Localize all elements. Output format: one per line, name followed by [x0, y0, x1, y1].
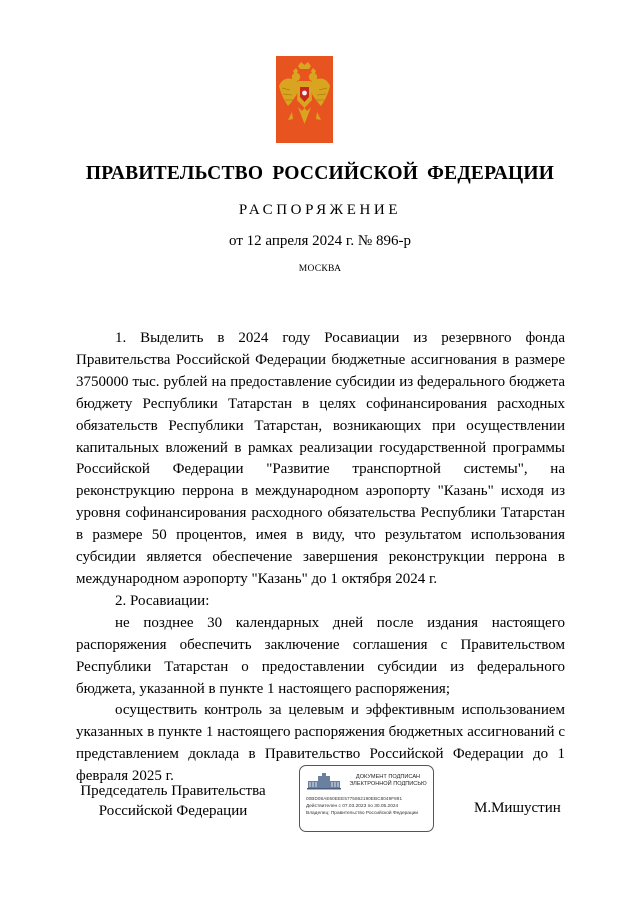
- signer-name: М.Мишустин: [474, 800, 561, 816]
- stamp-title: [344, 774, 432, 788]
- document-type: РАСПОРЯЖЕНИЕ: [238, 202, 402, 218]
- stamp-title-line2: ЭЛЕКТРОННОЙ ПОДПИСЬЮ: [349, 781, 427, 787]
- signer-position-line1: Председатель Правительства: [80, 783, 266, 799]
- stamp-title-line1: ДОКУМЕНТ ПОДПИСАН: [355, 774, 421, 780]
- stamp-validity: Действителен с 07.03.2023 по 30.05.2024: [306, 804, 399, 809]
- government-building-icon: [306, 772, 342, 790]
- stamp-certificate: 00BD08AE60EEE5775862190EBC8049F891: [306, 796, 403, 801]
- document-city: МОСКВА: [298, 264, 342, 274]
- electronic-signature-stamp: [299, 765, 434, 832]
- paragraph-4: осуществить контроль за целевым и эффективным использованием указанных в пункте 1 настоящего распоряжения бюджетных ассигнований с представлением доклада в Правительство Российской Федерации до 1 февраля 2025 г.: [76, 702, 565, 785]
- document-date-number: от 12 апреля 2024 г. № 896-р: [229, 233, 411, 249]
- paragraph-3: не позднее 30 календарных дней после издания настоящего распоряжения обеспечить заключение соглашения с Правительством Республики Татарстан о предоставлении субсидии из федерального бюджета, указанной в пункте 1 настоящего распоряжения;: [76, 614, 565, 697]
- paragraph-1: 1. Выделить в 2024 году Росавиации из резервного фонда Правительства Российской Федерации бюджетные ассигнования в размере 3750000 тыс. рублей на предоставление субсидии из федерального бюджета бюджету Республики Татарстан в целях софинансирования расходных обязательств Республики Татарстан, возникающих при осуществлении капитальных вложений в рамках реализации государственной программы Российской Федерации "Развитие транспортной системы", на реконструкцию перрона в международном аэропорту "Казань" исходя из уровня софинансирования расходного обязательства Республики Татарстан в размере 50 процентов, имея в виду, что результатом использования субсидии является обеспечение завершения реконструкции перрона в международном аэропорту "Казань" до 1 октября 2024 г.: [76, 330, 565, 587]
- signer-position-line2: Российской Федерации: [98, 803, 248, 819]
- state-emblem: [276, 56, 333, 143]
- signer-position: [78, 781, 268, 821]
- document-body: [76, 328, 565, 788]
- stamp-owner: Владелец: Правительство Российской Федерации: [306, 811, 419, 816]
- paragraph-2: 2. Росавиации:: [115, 592, 210, 609]
- organization-title: ПРАВИТЕЛЬСТВО РОССИЙСКОЙ ФЕДЕРАЦИИ: [85, 163, 555, 184]
